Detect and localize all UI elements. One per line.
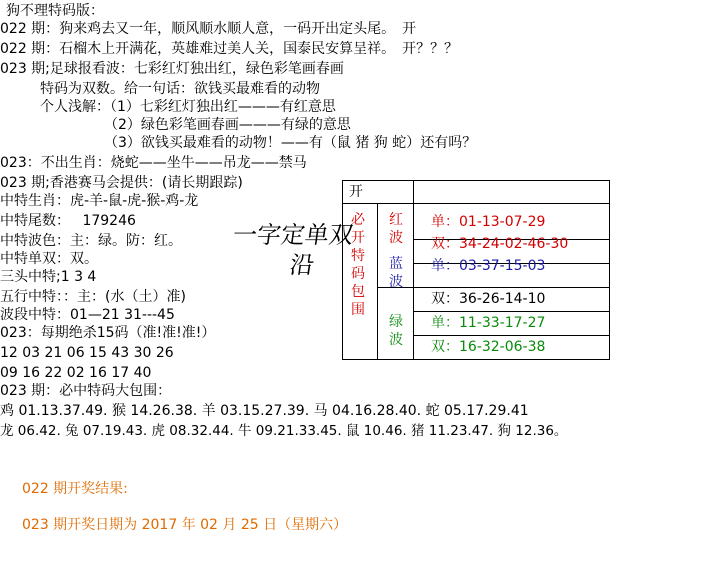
table-side-label: 必开特码包围: [351, 212, 365, 318]
line-023-f: 023：不出生肖：烧蛇——坐牛——吊龙——禁马: [0, 155, 307, 171]
blue-wave-label: 蓝波: [389, 256, 403, 290]
red-wave-label: 红波: [389, 212, 403, 246]
line-023-b: 特码为双数。给一句话：欲钱买最难看的动物: [40, 81, 320, 97]
boduan: 波段中特：01—21 31---45: [0, 307, 175, 323]
green-even-numbers: 双：16-32-06-38: [431, 339, 546, 355]
handwritten-line-1: 一字定单双: [231, 221, 355, 249]
table-divider: [413, 311, 609, 312]
red-odd-numbers: 单：01-13-07-29: [431, 214, 546, 230]
table-divider: [413, 335, 609, 336]
juesha-row-2: 09 16 22 02 16 17 40: [0, 365, 152, 381]
special-code-table: [342, 180, 610, 360]
baowei-line-2: 龙 06.42. 兔 07.19.43. 虎 08.32.44. 牛 09.21.33.45. 鼠 10.46. 猪 11.23.47. 狗 12.36。: [0, 423, 568, 439]
blue-even-numbers: 双：36-26-14-10: [431, 291, 546, 307]
santou: 三头中特;1 3 4: [0, 269, 97, 285]
table-header: 开: [349, 184, 363, 200]
zhongte-danshuang: 中特单双：双。: [0, 251, 98, 267]
handwritten-line-2: 沿: [288, 251, 316, 279]
green-wave-label: 绿波: [389, 314, 403, 348]
zhongte-bose: 中特波色：主：绿。防：红。: [0, 233, 182, 249]
result-022: 022 期开奖结果:: [22, 481, 128, 497]
zhongte-weishu-value: 179246: [82, 213, 136, 229]
line-023-d: （2）绿色彩笔画春画———有绿的意思: [104, 117, 351, 133]
zhongte-weishu-label: 中特尾数：: [0, 213, 70, 229]
baowei-title: 023 期：必中特码大包围：: [0, 383, 172, 399]
line-023-c: 个人浅解：（1）七彩红灯独出红———有红意思: [40, 99, 336, 115]
line-022-a: 022 期：狗来鸡去又一年，顺风顺水顺人意，一码开出定头尾。 开: [0, 21, 417, 37]
baowei-line-1: 鸡 01.13.37.49. 猴 14.26.38. 羊 03.15.27.39. 马 04.16.28.40. 蛇 05.17.29.41: [0, 403, 529, 419]
table-divider: [413, 181, 414, 359]
table-divider: [343, 203, 609, 204]
line-023-e: （3）欲钱买最难看的动物！——有（鼠 猪 狗 蛇）还有吗？: [104, 135, 477, 151]
line-023-a: 023 期;足球报看波：七彩红灯独出红，绿色彩笔画春画: [0, 61, 344, 77]
zhongte-weishu: [0, 212, 136, 230]
page-title: 狗不理特码版：: [6, 3, 104, 19]
blue-odd-numbers: 单：03-37-15-03: [431, 258, 546, 274]
juesha-row-1: 12 03 21 06 15 43 30 26: [0, 345, 174, 361]
red-even-numbers: 双：34-24-02-46-30: [431, 236, 569, 252]
line-023-g: 023 期;香港赛马会提供：(请长期跟踪): [0, 175, 243, 191]
juesha: 023：每期绝杀15码（准!准!准!）: [0, 325, 216, 341]
green-odd-numbers: 单：11-33-17-27: [431, 315, 546, 331]
table-divider: [377, 287, 609, 288]
zhongte-shengxiao: 中特生肖：虎-羊-鼠-虎-猴-鸡-龙: [0, 193, 199, 209]
result-023-date: 023 期开奖日期为 2017 年 02 月 25 日（星期六）: [22, 517, 348, 533]
wuxing: 五行中特：：主：(水（土）准): [0, 289, 186, 305]
line-022-b: 022 期：石榴木上开满花，英雄难过美人关，国泰民安算呈祥。 开？？？: [0, 41, 459, 57]
table-divider: [377, 203, 378, 359]
